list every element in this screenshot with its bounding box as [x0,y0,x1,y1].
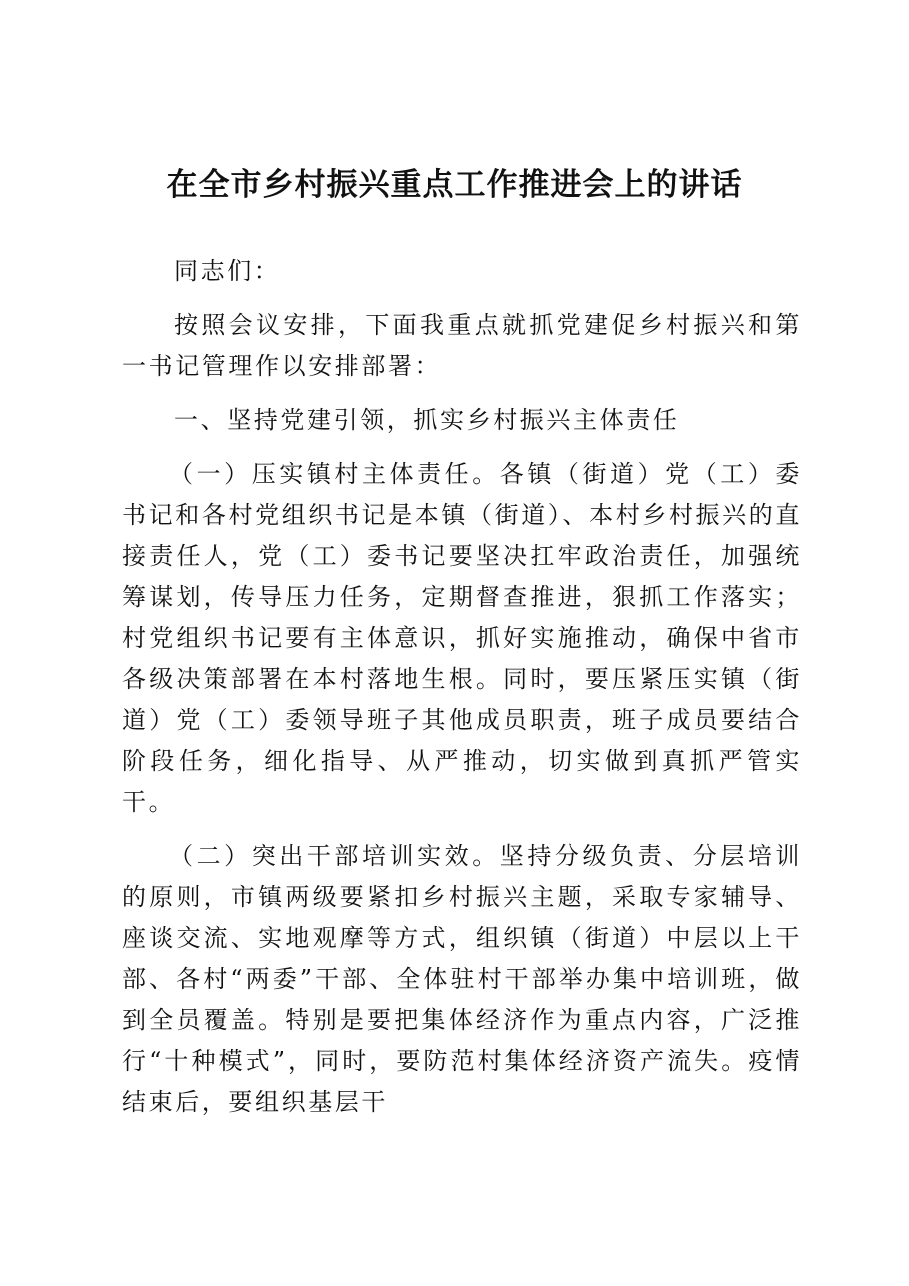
salutation: 同志们： [174,257,281,285]
document-title: 在全市乡村振兴重点工作推进会上的讲话 [166,167,743,203]
document-body [122,251,802,1136]
section-heading-1: 一、坚持党建引领，抓实乡村振兴主体责任 [174,406,680,434]
paragraph-subsection-1: （一）压实镇村主体责任。各镇（街道）党（工）委书记和各村党组织书记是本镇（街道）、本村乡村振兴的直接责任人，党（工）委书记要坚决扛牢政治责任，加强统筹谋划，传导压力任务，定期督查推进，狠抓工作落实；村党组织书记要有主体意识，抓好实施推动，确保中省市各级决策部署在本村落地生根。同时，要压紧压实镇（街道）党（工）委领导班子其他成员职责，班子成员要结合阶段任务，细化指导、从严推动，切实做到真抓严管实干。 [122,460,802,816]
paragraph-subsection-2: （二）突出干部培训实效。坚持分级负责、分层培训的原则，市镇两级要紧扣乡村振兴主题，采取专家辅导、座谈交流、实地观摩等方式，组织镇（街道）中层以上干部、各村“两委”干部、全体驻村干部举办集中培训班，做到全员覆盖。特别是要把集体经济作为重点内容，广泛推行“十种模式”，同时，要防范村集体经济资产流失。疫情结束后，要组织基层干 [122,842,802,1116]
paragraph-intro: 按照会议安排，下面我重点就抓党建促乡村振兴和第一书记管理作以安排部署： [122,311,802,380]
